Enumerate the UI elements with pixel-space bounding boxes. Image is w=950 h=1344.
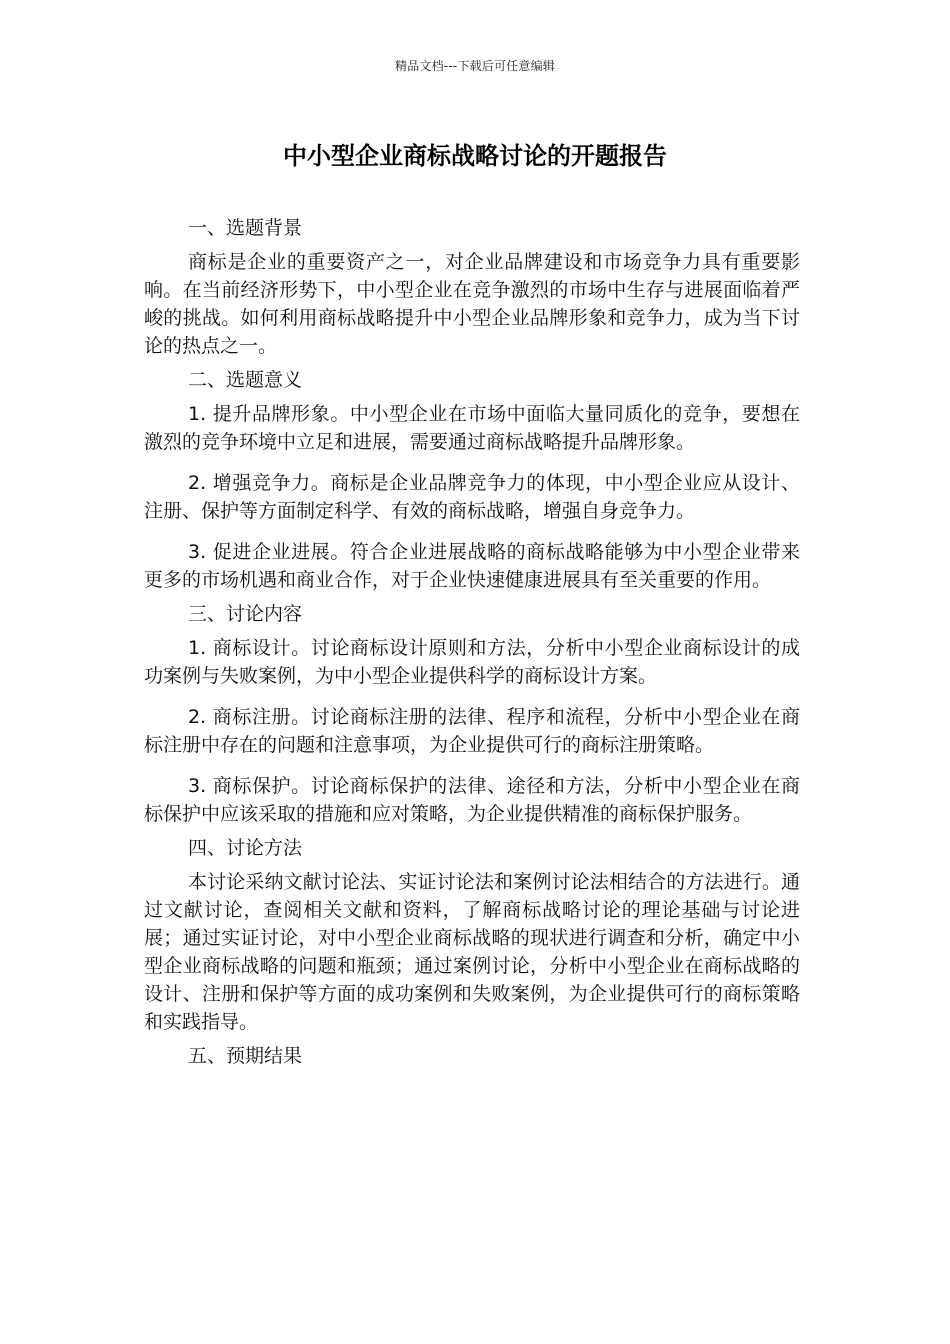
section-heading: 四、讨论方法 [188, 837, 303, 859]
section-content [144, 594, 800, 828]
section-heading: 三、讨论内容 [188, 603, 303, 625]
paragraph: 2. 增强竞争力。商标是企业品牌竞争力的体现，中小型企业应从设计、注册、保护等方面制定科学、有效的商标战略，增强自身竞争力。 [144, 472, 800, 522]
section-background [144, 208, 800, 360]
paragraph: 3. 商标保护。讨论商标保护的法律、途径和方法，分析中小型企业在商标保护中应该采取的措施和应对策略，为企业提供精准的商标保护服务。 [144, 775, 800, 825]
header-note: 精品文档---下载后可任意编辑 [395, 59, 555, 73]
section-heading: 二、选题意义 [188, 369, 303, 391]
paragraph: 本讨论采纳文献讨论法、实证讨论法和案例讨论法相结合的方法进行。通过文献讨论，查阅相关文献和资料，了解商标战略讨论的理论基础与讨论进展；通过实证讨论，对中小型企业商标战略的现状进行调查和分析，确定中小型企业商标战略的问题和瓶颈；通过案例讨论，分析中小型企业在商标战略的设计、注册和保护等方面的成功案例和失败案例，为企业提供可行的商标策略和实践指导。 [144, 871, 800, 1033]
section-significance [144, 360, 800, 594]
section-heading: 一、选题背景 [188, 217, 303, 239]
paragraph: 2. 商标注册。讨论商标注册的法律、程序和流程，分析中小型企业在商标注册中存在的问题和注意事项，为企业提供可行的商标注册策略。 [144, 706, 800, 756]
paragraph: 商标是企业的重要资产之一，对企业品牌建设和市场竞争力具有重要影响。在当前经济形势下，中小型企业在竞争激烈的市场中生存与进展面临着严峻的挑战。如何利用商标战略提升中小型企业品牌形象和竞争力，成为当下讨论的热点之一。 [144, 251, 800, 357]
section-heading: 五、预期结果 [188, 1045, 303, 1067]
paragraph: 1. 商标设计。讨论商标设计原则和方法，分析中小型企业商标设计的成功案例与失败案例，为中小型企业提供科学的商标设计方案。 [144, 637, 800, 687]
paragraph: 3. 促进企业进展。符合企业进展战略的商标战略能够为中小型企业带来更多的市场机遇和商业合作，对于企业快速健康进展具有至关重要的作用。 [144, 541, 800, 591]
section-methods [144, 828, 800, 1036]
document-title: 中小型企业商标战略讨论的开题报告 [283, 142, 667, 170]
document-body [144, 208, 800, 1076]
paragraph: 1. 提升品牌形象。中小型企业在市场中面临大量同质化的竞争，要想在激烈的竞争环境中立足和进展，需要通过商标战略提升品牌形象。 [144, 403, 800, 453]
section-expected-results [144, 1036, 800, 1076]
